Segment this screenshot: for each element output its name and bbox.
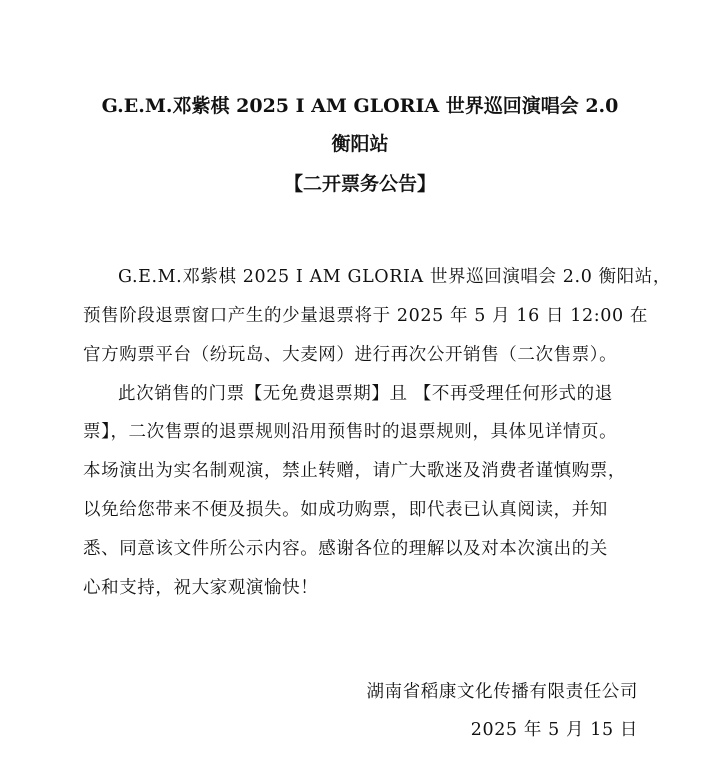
paragraph-2-line: 以免给您带来不便及损失。如成功购票，即代表已认真阅读，并知 <box>83 500 608 520</box>
paragraph-1-line: 预售阶段退票窗口产生的少量退票将于 2025 年 5 月 16 日 12:00 在 <box>83 306 648 326</box>
issuer-company: 湖南省稻康文化传播有限责任公司 <box>366 682 638 702</box>
notice-title: G.E.M.邓紫棋 2025 I AM GLORIA 世界巡回演唱会 2.0 <box>101 95 619 117</box>
notice-heading: 【二开票务公告】 <box>283 173 436 195</box>
paragraph-1-line: G.E.M.邓紫棋 2025 I AM GLORIA 世界巡回演唱会 2.0 衡阳站， <box>118 267 671 287</box>
notice-subtitle-venue: 衡阳站 <box>331 133 389 155</box>
paragraph-2-line: 票】，二次售票的退票规则沿用预售时的退票规则，具体见详情页。 <box>83 422 618 442</box>
issue-date: 2025 年 5 月 15 日 <box>470 720 638 740</box>
paragraph-2-line: 此次销售的门票【无免费退票期】且 【不再受理任何形式的退 <box>118 384 613 404</box>
paragraph-1-line: 官方购票平台（纷玩岛、大麦网）进行再次公开销售（二次售票）。 <box>83 345 618 365</box>
paragraph-2-line: 悉、同意该文件所公示内容。感谢各位的理解以及对本次演出的关 <box>83 539 608 559</box>
paragraph-2-line: 心和支持，祝大家观演愉快！ <box>83 578 319 598</box>
paragraph-2-line: 本场演出为实名制观演，禁止转赠，请广大歌迷及消费者谨慎购票， <box>83 461 626 481</box>
